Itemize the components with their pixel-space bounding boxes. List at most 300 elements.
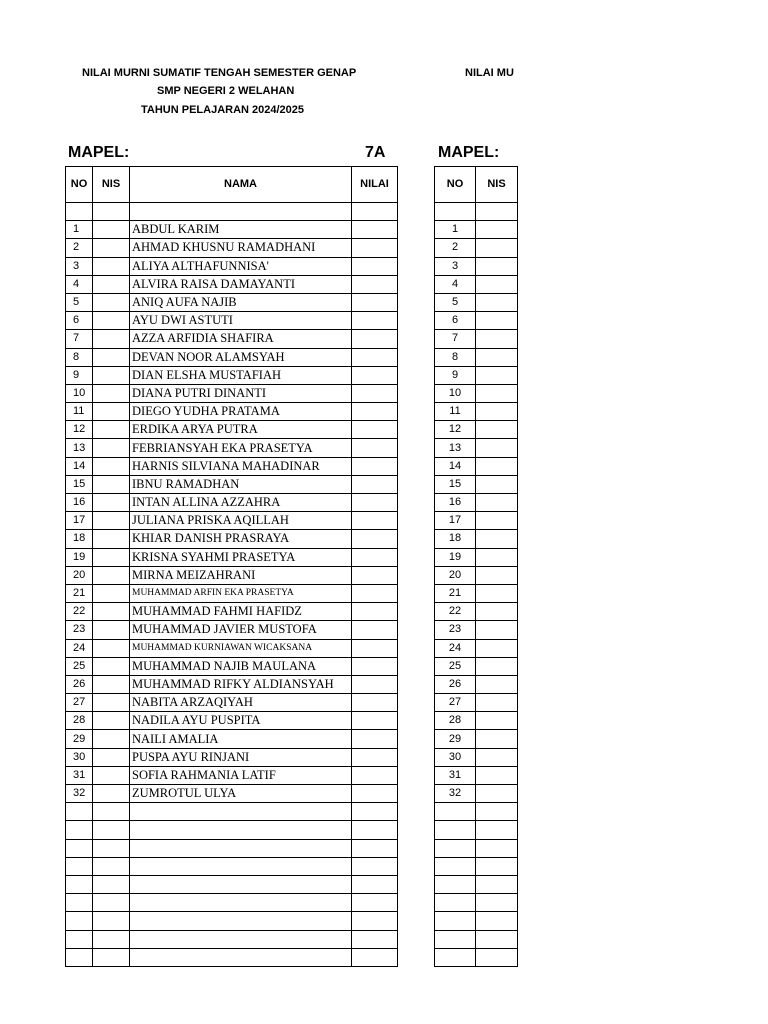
nis-cell[interactable] bbox=[476, 748, 518, 766]
nis-cell[interactable] bbox=[476, 530, 518, 548]
document-title-second-sheet: NILAI MU bbox=[465, 67, 514, 79]
nis-cell[interactable] bbox=[476, 221, 518, 239]
spacer-cell bbox=[435, 203, 476, 221]
grade-cell[interactable] bbox=[352, 675, 398, 693]
row-number: 6 bbox=[435, 312, 476, 330]
row-number: 18 bbox=[435, 530, 476, 548]
table-row bbox=[435, 803, 518, 821]
nis-cell[interactable] bbox=[93, 766, 130, 784]
student-name: DIANA PUTRI DINANTI bbox=[130, 384, 352, 402]
grade-cell[interactable] bbox=[352, 712, 398, 730]
table-row bbox=[435, 348, 518, 366]
row-number bbox=[66, 930, 93, 948]
nis-cell[interactable] bbox=[476, 766, 518, 784]
table-row bbox=[66, 821, 398, 839]
row-number: 9 bbox=[66, 366, 93, 384]
student-name: SOFIA RAHMANIA LATIF bbox=[130, 766, 352, 784]
spacer-cell bbox=[476, 203, 518, 221]
nis-cell[interactable] bbox=[93, 348, 130, 366]
table-row bbox=[435, 948, 518, 966]
grade-cell[interactable] bbox=[352, 803, 398, 821]
table-row bbox=[435, 312, 518, 330]
table-row bbox=[66, 748, 398, 766]
row-number: 28 bbox=[66, 712, 93, 730]
nis-cell[interactable] bbox=[476, 621, 518, 639]
student-name bbox=[130, 857, 352, 875]
row-number: 12 bbox=[435, 421, 476, 439]
nis-cell[interactable] bbox=[93, 712, 130, 730]
student-name: NAILI AMALIA bbox=[130, 730, 352, 748]
table-row bbox=[66, 803, 398, 821]
nis-cell[interactable] bbox=[476, 366, 518, 384]
nis-cell[interactable] bbox=[476, 439, 518, 457]
grade-cell[interactable] bbox=[352, 312, 398, 330]
table-row bbox=[435, 730, 518, 748]
nis-cell[interactable] bbox=[93, 239, 130, 257]
student-name: ZUMROTUL ULYA bbox=[130, 785, 352, 803]
nis-cell[interactable] bbox=[476, 603, 518, 621]
row-number: 18 bbox=[66, 530, 93, 548]
grade-cell[interactable] bbox=[352, 603, 398, 621]
nis-cell[interactable] bbox=[476, 566, 518, 584]
row-number: 25 bbox=[435, 657, 476, 675]
student-name: ANIQ AUFA NAJIB bbox=[130, 293, 352, 311]
row-number bbox=[66, 912, 93, 930]
nis-cell[interactable] bbox=[476, 930, 518, 948]
grade-cell[interactable] bbox=[352, 857, 398, 875]
table-row bbox=[435, 457, 518, 475]
nis-cell[interactable] bbox=[476, 675, 518, 693]
nis-cell[interactable] bbox=[93, 221, 130, 239]
student-name: PUSPA AYU RINJANI bbox=[130, 748, 352, 766]
student-name: DIAN ELSHA MUSTAFIAH bbox=[130, 366, 352, 384]
row-number: 21 bbox=[435, 584, 476, 602]
student-name: MUHAMMAD ARFIN EKA PRASETYA bbox=[130, 584, 352, 602]
table-row bbox=[66, 457, 398, 475]
table-row bbox=[66, 766, 398, 784]
row-number: 24 bbox=[435, 639, 476, 657]
grade-cell[interactable] bbox=[352, 566, 398, 584]
grade-cell[interactable] bbox=[352, 494, 398, 512]
nis-cell[interactable] bbox=[476, 712, 518, 730]
grade-cell[interactable] bbox=[352, 785, 398, 803]
table-row bbox=[66, 330, 398, 348]
nis-cell[interactable] bbox=[476, 730, 518, 748]
table-row bbox=[66, 839, 398, 857]
row-number bbox=[66, 821, 93, 839]
table-row bbox=[66, 384, 398, 402]
table-row bbox=[66, 694, 398, 712]
nis-cell[interactable] bbox=[476, 330, 518, 348]
table-row bbox=[435, 494, 518, 512]
table-row bbox=[66, 712, 398, 730]
row-number: 4 bbox=[66, 275, 93, 293]
grade-cell[interactable] bbox=[352, 584, 398, 602]
nis-cell[interactable] bbox=[93, 548, 130, 566]
document-title: NILAI MURNI SUMATIF TENGAH SEMESTER GENAP bbox=[82, 67, 357, 79]
table-row bbox=[66, 366, 398, 384]
nis-cell[interactable] bbox=[93, 930, 130, 948]
row-number: 13 bbox=[435, 439, 476, 457]
row-number: 10 bbox=[66, 384, 93, 402]
table-row bbox=[66, 894, 398, 912]
row-number: 22 bbox=[435, 603, 476, 621]
row-number: 5 bbox=[435, 293, 476, 311]
table-row bbox=[435, 566, 518, 584]
class-label: 7A bbox=[365, 144, 386, 161]
row-number bbox=[435, 821, 476, 839]
row-number: 1 bbox=[435, 221, 476, 239]
table-row bbox=[435, 748, 518, 766]
row-number: 25 bbox=[66, 657, 93, 675]
row-number bbox=[435, 875, 476, 893]
nis-cell[interactable] bbox=[93, 948, 130, 966]
student-name: DIEGO YUDHA PRATAMA bbox=[130, 403, 352, 421]
student-name: JULIANA PRISKA AQILLAH bbox=[130, 512, 352, 530]
nis-cell[interactable] bbox=[93, 530, 130, 548]
grade-cell[interactable] bbox=[352, 403, 398, 421]
nis-cell[interactable] bbox=[476, 639, 518, 657]
student-name: IBNU RAMADHAN bbox=[130, 475, 352, 493]
table-row bbox=[66, 293, 398, 311]
grade-cell[interactable] bbox=[352, 748, 398, 766]
column-header-nis: NIS bbox=[476, 167, 518, 203]
nis-cell[interactable] bbox=[476, 348, 518, 366]
subject-label: MAPEL: bbox=[68, 144, 130, 161]
nis-cell[interactable] bbox=[476, 403, 518, 421]
grade-cell[interactable] bbox=[352, 894, 398, 912]
row-number bbox=[435, 930, 476, 948]
row-number: 12 bbox=[66, 421, 93, 439]
row-number: 7 bbox=[435, 330, 476, 348]
student-name: FEBRIANSYAH EKA PRASETYA bbox=[130, 439, 352, 457]
nis-cell[interactable] bbox=[93, 621, 130, 639]
row-number: 31 bbox=[66, 766, 93, 784]
nis-cell[interactable] bbox=[93, 257, 130, 275]
grade-cell[interactable] bbox=[352, 293, 398, 311]
row-number: 4 bbox=[435, 275, 476, 293]
grade-cell[interactable] bbox=[352, 475, 398, 493]
spacer-cell bbox=[66, 203, 93, 221]
row-number: 11 bbox=[435, 403, 476, 421]
nis-cell[interactable] bbox=[476, 548, 518, 566]
nis-cell[interactable] bbox=[93, 912, 130, 930]
student-name: INTAN ALLINA AZZAHRA bbox=[130, 494, 352, 512]
table-row bbox=[435, 657, 518, 675]
grade-cell[interactable] bbox=[352, 694, 398, 712]
nis-cell[interactable] bbox=[93, 730, 130, 748]
student-name bbox=[130, 875, 352, 893]
row-number bbox=[435, 839, 476, 857]
nis-cell[interactable] bbox=[476, 694, 518, 712]
table-row bbox=[66, 566, 398, 584]
nis-cell[interactable] bbox=[476, 948, 518, 966]
table-row bbox=[435, 894, 518, 912]
student-name: HARNIS SILVIANA MAHADINAR bbox=[130, 457, 352, 475]
student-name bbox=[130, 930, 352, 948]
row-number: 28 bbox=[435, 712, 476, 730]
nis-cell[interactable] bbox=[93, 475, 130, 493]
table-row bbox=[66, 530, 398, 548]
grade-cell[interactable] bbox=[352, 839, 398, 857]
table-row bbox=[66, 785, 398, 803]
table-row bbox=[435, 293, 518, 311]
spacer-cell bbox=[93, 203, 130, 221]
nis-cell[interactable] bbox=[476, 384, 518, 402]
nis-cell[interactable] bbox=[93, 439, 130, 457]
nis-cell[interactable] bbox=[476, 839, 518, 857]
nis-cell[interactable] bbox=[476, 293, 518, 311]
row-number: 3 bbox=[435, 257, 476, 275]
nis-cell[interactable] bbox=[93, 494, 130, 512]
student-name bbox=[130, 948, 352, 966]
student-name: NABITA ARZAQIYAH bbox=[130, 694, 352, 712]
table-row bbox=[66, 730, 398, 748]
nis-cell[interactable] bbox=[93, 566, 130, 584]
subject-label-second-sheet: MAPEL: bbox=[438, 144, 500, 161]
grade-cell[interactable] bbox=[352, 457, 398, 475]
student-name: ERDIKA ARYA PUTRA bbox=[130, 421, 352, 439]
row-number: 32 bbox=[435, 785, 476, 803]
row-number: 22 bbox=[66, 603, 93, 621]
nis-cell[interactable] bbox=[476, 584, 518, 602]
nis-cell[interactable] bbox=[93, 512, 130, 530]
nis-cell[interactable] bbox=[93, 384, 130, 402]
table-row bbox=[66, 675, 398, 693]
grade-cell[interactable] bbox=[352, 239, 398, 257]
row-number: 6 bbox=[66, 312, 93, 330]
table-row bbox=[435, 512, 518, 530]
student-name: DEVAN NOOR ALAMSYAH bbox=[130, 348, 352, 366]
grade-cell[interactable] bbox=[352, 875, 398, 893]
grade-cell[interactable] bbox=[352, 221, 398, 239]
table-row bbox=[435, 384, 518, 402]
table-row bbox=[66, 948, 398, 966]
nis-cell[interactable] bbox=[93, 675, 130, 693]
student-name: NADILA AYU PUSPITA bbox=[130, 712, 352, 730]
nis-cell[interactable] bbox=[476, 457, 518, 475]
table-row bbox=[66, 584, 398, 602]
row-number: 15 bbox=[435, 475, 476, 493]
nis-cell[interactable] bbox=[476, 875, 518, 893]
table-row bbox=[435, 275, 518, 293]
grade-cell[interactable] bbox=[352, 821, 398, 839]
table-row bbox=[66, 657, 398, 675]
grade-cell[interactable] bbox=[352, 512, 398, 530]
nis-cell[interactable] bbox=[476, 239, 518, 257]
table-row bbox=[66, 257, 398, 275]
student-name bbox=[130, 839, 352, 857]
row-number bbox=[435, 803, 476, 821]
row-number: 5 bbox=[66, 293, 93, 311]
row-number: 24 bbox=[66, 639, 93, 657]
nis-cell[interactable] bbox=[93, 694, 130, 712]
table-row bbox=[66, 930, 398, 948]
school-name: SMP NEGERI 2 WELAHAN bbox=[157, 85, 295, 97]
nis-cell[interactable] bbox=[93, 803, 130, 821]
table-row bbox=[435, 366, 518, 384]
nis-cell[interactable] bbox=[476, 512, 518, 530]
table-row bbox=[435, 712, 518, 730]
row-number: 29 bbox=[435, 730, 476, 748]
student-name: MIRNA MEIZAHRANI bbox=[130, 566, 352, 584]
nis-cell[interactable] bbox=[93, 857, 130, 875]
nis-cell[interactable] bbox=[93, 293, 130, 311]
table-row bbox=[435, 330, 518, 348]
column-header-nis: NIS bbox=[93, 167, 130, 203]
table-row bbox=[435, 785, 518, 803]
nis-cell[interactable] bbox=[93, 639, 130, 657]
row-number bbox=[435, 894, 476, 912]
nis-cell[interactable] bbox=[476, 894, 518, 912]
nis-cell[interactable] bbox=[93, 403, 130, 421]
grade-cell[interactable] bbox=[352, 621, 398, 639]
nis-cell[interactable] bbox=[93, 894, 130, 912]
table-row bbox=[435, 584, 518, 602]
grade-cell[interactable] bbox=[352, 548, 398, 566]
row-number: 11 bbox=[66, 403, 93, 421]
row-number: 8 bbox=[435, 348, 476, 366]
row-number: 32 bbox=[66, 785, 93, 803]
nis-cell[interactable] bbox=[476, 475, 518, 493]
nis-cell[interactable] bbox=[93, 584, 130, 602]
nis-cell[interactable] bbox=[476, 257, 518, 275]
row-number bbox=[66, 803, 93, 821]
nis-cell[interactable] bbox=[476, 912, 518, 930]
nis-cell[interactable] bbox=[93, 785, 130, 803]
row-number: 19 bbox=[66, 548, 93, 566]
nis-cell[interactable] bbox=[93, 457, 130, 475]
grade-cell[interactable] bbox=[352, 530, 398, 548]
grade-cell[interactable] bbox=[352, 366, 398, 384]
academic-year: TAHUN PELAJARAN 2024/2025 bbox=[141, 104, 305, 116]
row-number: 27 bbox=[66, 694, 93, 712]
table-row bbox=[66, 239, 398, 257]
row-number: 17 bbox=[435, 512, 476, 530]
grade-table-second-sheet bbox=[434, 166, 518, 967]
table-row bbox=[435, 403, 518, 421]
nis-cell[interactable] bbox=[476, 657, 518, 675]
table-row bbox=[435, 257, 518, 275]
table-row bbox=[435, 239, 518, 257]
grade-cell[interactable] bbox=[352, 439, 398, 457]
table-row bbox=[435, 875, 518, 893]
table-row bbox=[66, 348, 398, 366]
grade-cell[interactable] bbox=[352, 257, 398, 275]
grade-cell[interactable] bbox=[352, 730, 398, 748]
nis-cell[interactable] bbox=[93, 875, 130, 893]
grade-cell[interactable] bbox=[352, 766, 398, 784]
row-number bbox=[435, 912, 476, 930]
table-row bbox=[435, 766, 518, 784]
grade-cell[interactable] bbox=[352, 348, 398, 366]
nis-cell[interactable] bbox=[476, 821, 518, 839]
grade-cell[interactable] bbox=[352, 330, 398, 348]
table-row bbox=[66, 548, 398, 566]
grade-cell[interactable] bbox=[352, 384, 398, 402]
nis-cell[interactable] bbox=[93, 312, 130, 330]
nis-cell[interactable] bbox=[93, 839, 130, 857]
grade-cell[interactable] bbox=[352, 657, 398, 675]
grade-cell[interactable] bbox=[352, 275, 398, 293]
nis-cell[interactable] bbox=[93, 603, 130, 621]
table-row bbox=[66, 512, 398, 530]
table-row bbox=[435, 475, 518, 493]
row-number: 26 bbox=[435, 675, 476, 693]
row-number: 30 bbox=[435, 748, 476, 766]
table-row bbox=[66, 403, 398, 421]
row-number: 16 bbox=[435, 494, 476, 512]
nis-cell[interactable] bbox=[93, 421, 130, 439]
nis-cell[interactable] bbox=[476, 494, 518, 512]
grade-cell[interactable] bbox=[352, 948, 398, 966]
nis-cell[interactable] bbox=[476, 803, 518, 821]
table-row bbox=[66, 603, 398, 621]
column-header-no: NO bbox=[66, 167, 93, 203]
student-name: MUHAMMAD RIFKY ALDIANSYAH bbox=[130, 675, 352, 693]
nis-cell[interactable] bbox=[93, 275, 130, 293]
row-number: 3 bbox=[66, 257, 93, 275]
row-number: 2 bbox=[435, 239, 476, 257]
row-number: 17 bbox=[66, 512, 93, 530]
row-number: 20 bbox=[66, 566, 93, 584]
row-number: 16 bbox=[66, 494, 93, 512]
row-number: 15 bbox=[66, 475, 93, 493]
nis-cell[interactable] bbox=[476, 312, 518, 330]
student-name: KHIAR DANISH PRASRAYA bbox=[130, 530, 352, 548]
grade-cell[interactable] bbox=[352, 421, 398, 439]
column-header-nilai: NILAI bbox=[352, 167, 398, 203]
student-name: MUHAMMAD FAHMI HAFIDZ bbox=[130, 603, 352, 621]
nis-cell[interactable] bbox=[476, 857, 518, 875]
row-number: 23 bbox=[435, 621, 476, 639]
table-row bbox=[66, 494, 398, 512]
row-number: 1 bbox=[66, 221, 93, 239]
nis-cell[interactable] bbox=[93, 748, 130, 766]
row-number bbox=[66, 857, 93, 875]
column-header-no: NO bbox=[435, 167, 476, 203]
nis-cell[interactable] bbox=[93, 657, 130, 675]
nis-cell[interactable] bbox=[476, 421, 518, 439]
nis-cell[interactable] bbox=[93, 330, 130, 348]
student-name bbox=[130, 803, 352, 821]
nis-cell[interactable] bbox=[476, 275, 518, 293]
column-header-nama: NAMA bbox=[130, 167, 352, 203]
student-name: ALVIRA RAISA DAMAYANTI bbox=[130, 275, 352, 293]
student-name: AHMAD KHUSNU RAMADHANI bbox=[130, 239, 352, 257]
grade-cell[interactable] bbox=[352, 639, 398, 657]
nis-cell[interactable] bbox=[93, 366, 130, 384]
grade-cell[interactable] bbox=[352, 912, 398, 930]
student-name: AZZA ARFIDIA SHAFIRA bbox=[130, 330, 352, 348]
grade-cell[interactable] bbox=[352, 930, 398, 948]
table-row bbox=[66, 639, 398, 657]
table-row bbox=[435, 221, 518, 239]
row-number bbox=[66, 948, 93, 966]
nis-cell[interactable] bbox=[476, 785, 518, 803]
row-number bbox=[66, 894, 93, 912]
student-name bbox=[130, 912, 352, 930]
table-row bbox=[435, 675, 518, 693]
student-name: MUHAMMAD JAVIER MUSTOFA bbox=[130, 621, 352, 639]
student-name bbox=[130, 821, 352, 839]
table-row bbox=[66, 421, 398, 439]
row-number: 20 bbox=[435, 566, 476, 584]
table-row bbox=[435, 421, 518, 439]
nis-cell[interactable] bbox=[93, 821, 130, 839]
row-number: 31 bbox=[435, 766, 476, 784]
table-row bbox=[435, 548, 518, 566]
